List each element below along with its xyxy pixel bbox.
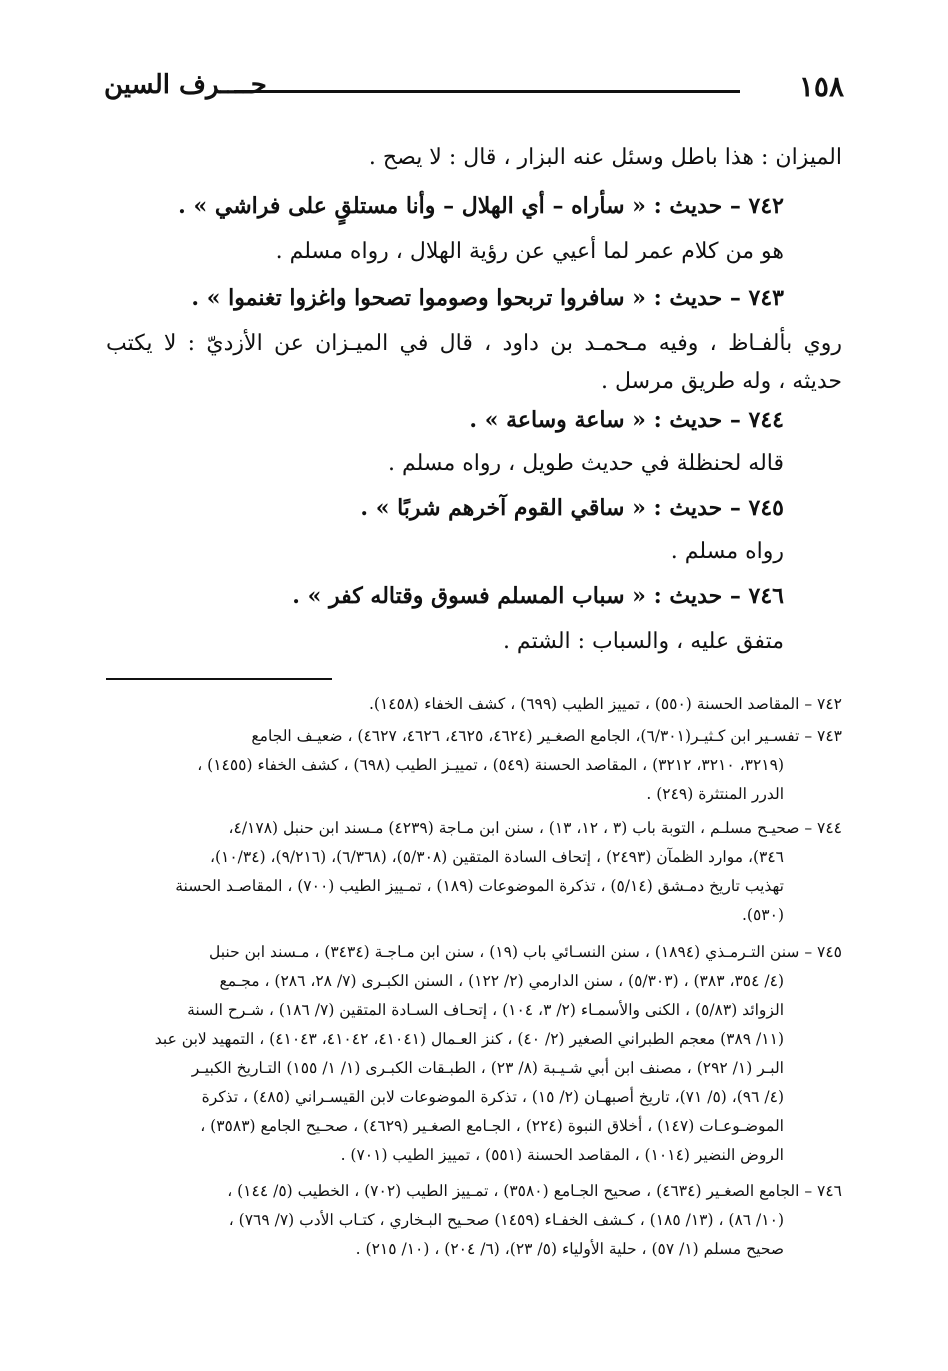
page-number: ١٥٨ [798, 70, 844, 103]
hadith-entry-745: ٧٤٥ – حديث : « ساقي القوم آخرهم شربًا » . [360, 495, 784, 521]
page-header [104, 64, 844, 110]
hadith-entry-746: ٧٤٦ – حديث : « سباب المسلم فسوق وقتاله كفر » . [292, 583, 784, 609]
chapter-title: حــــرف السين [104, 70, 267, 100]
footnote-line: تهذيب تاريخ دمـشق (٥/١٤) ، تذكرة الموضوعات (١٨٩) ، تمـييز الطيب (٧٠٠) ، المقاصـد الحسنة [175, 877, 784, 895]
footnote-line: الزوائد (٥/٨٣) ، الكنى والأسمـاء (٢/ ٣، ١٠٤) ، إتحـاف السـادة المتقين (٧/ ١٨٦) ، شـرح السنة [187, 1001, 784, 1019]
footnote-line: صحيح مسلم (١/ ٥٧) ، حلية الأولياء (٥/ ٢٣)، (٦/ ٢٠٤) ، (١٠/ ٢١٥) . [355, 1240, 784, 1258]
footnote-line: (٤/ ٩٦)، (٥/ ٧١)، تاريخ أصبهـان (٢/ ١٥) ، تذكرة الموضوعات لابن القيسـراني (٤٨٥) ، تذكرة [201, 1088, 784, 1106]
text-line: رواه مسلم . [670, 539, 784, 564]
text-line: حديثه ، وله طريق مرسل . [600, 369, 842, 394]
hadith-entry-742: ٧٤٢ – حديث : « سأراه – أي الهلال – وأنا مستلقٍ على فراشي » . [178, 193, 784, 219]
footnote-line: (٥٣٠). [741, 906, 784, 924]
text-line: هو من كلام عمر لما أعيي عن رؤية الهلال ، رواه مسلم . [275, 239, 784, 264]
footnote-745: ٧٤٥ – سنن التـرمـذي (١٨٩٤) ، سنن النسـائي باب (١٩) ، سنن ابن مـاجـة (٣٤٣٤) ، مـسند ابن حنبل [209, 943, 842, 961]
footnote-line: الموضـوعـات (١٤٧) ، أخلاق النبوة (٢٢٤) ، الجـامع الصغـير (٤٦٢٩) ، صحـيح الجامع (٣٥٨٣) ، [200, 1117, 784, 1135]
hadith-entry-743: ٧٤٣ – حديث : « سافروا تربحوا وصوموا تصحوا واغزوا تغنموا » . [191, 285, 784, 311]
footnote-line: (١١/ ٣٨٩) معجم الطبراني الصغير (٢/ ٤٠) ، كنز العـمال (٤١٠٤١، ٤١٠٤٢، ٤١٠٤٣) ، التمهيد لابن عبد [154, 1030, 784, 1048]
footnote-line: الدرر المنتثرة (٢٤٩) . [646, 785, 784, 803]
footnote-742: ٧٤٢ – المقاصد الحسنة (٥٥٠) ، تمييز الطيب (٦٩٩) ، كشف الخفاء (١٤٥٨). [368, 695, 842, 713]
footnote-line: (٣٢١٩، ٣٢١٠، ٣٢١٢) ، المقاصد الحسنة (٥٤٩) ، تمييـز الطيب (٦٩٨) ، كشف الخفاء (١٤٥٥) ، [197, 756, 784, 774]
footnote-separator [106, 678, 332, 680]
header-rule [234, 90, 740, 93]
footnote-line: (٤/ ٣٥٤، ٣٨٣) ، (٥/٣٠٣) ، سنن الدارمي (٢/ ١٢٢) ، السنن الكبـرى (٧/ ٢٨، ٢٨٦) ، مجـمع [219, 972, 784, 990]
footnote-line: ٣٤٦)، موارد الظمآن (٢٤٩٣) ، إتحاف السادة المتقين (٥/٣٠٨)، (٦/٣٦٨)، (٩/٢١٦)، (١٠/٣٤)، [209, 848, 784, 866]
footnote-line: (١٠/ ٨٦) ، (١٣/ ١٨٥) ، كـشف الخفـاء (١٤٥٩) صحـيح البـخاري ، كتـاب الأدب (٧/ ٧٦٩) ، [228, 1211, 784, 1229]
text-line: روي بألفـاظ ، وفيه مـحمـد بن داود ، قال في الميـزان عن الأزديّ : لا يكتب [106, 331, 842, 356]
text-line: الميزان : هذا باطل وسئل عنه البزار ، قال : لا يصح . [368, 145, 842, 170]
footnote-746: ٧٤٦ – الجامع الصغـير (٤٦٣٤) ، صحيح الجـامع (٣٥٨٠) ، تمـييز الطيب (٧٠٢) ، الخطيب (٥/ ١٤٤) ، [227, 1182, 842, 1200]
footnote-744: ٧٤٤ – صحيـح مسلـم ، التوبة باب (٣ ، ١٢، ١٣) ، سنن ابن مـاجة (٤٢٣٩) مـسند ابن حنبل (٤/١٧٨، [228, 819, 842, 837]
footnote-743: ٧٤٣ – تفسـير ابن كـثيـر(٦/٣٠١)، الجامع الصغـير (٤٦٢٤، ٤٦٢٥، ٤٦٢٦، ٤٦٢٧) ، ضعيـف الجامع [251, 727, 842, 745]
hadith-entry-744: ٧٤٤ – حديث : « ساعة وساعة » . [469, 407, 784, 433]
text-line: متفق عليه ، والسباب : الشتم . [502, 629, 784, 654]
footnote-line: البـر (١/ ٢٩٢) ، مصنف ابن أبي شـيـبة (٨/ ٢٣) ، الطبـقات الكبـرى (١/ ١/ ١٥٥) التـاريخ الكبيـر [191, 1059, 784, 1077]
text-line: قاله لحنظلة في حديث طويل ، رواه مسلم . [387, 451, 784, 476]
footnote-line: الروض النضير (١٠١٤) ، المقاصد الحسنة (٥٥١) ، تمييز الطيب (٧٠١) . [340, 1146, 784, 1164]
